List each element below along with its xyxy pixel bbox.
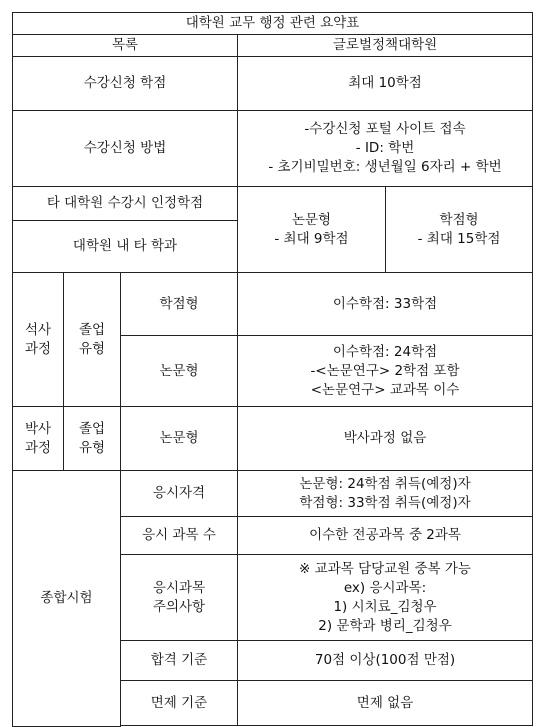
exam-eligibility-value	[238, 471, 533, 517]
other-school-row	[13, 187, 533, 221]
exam-notes-line-4: 2) 문학과 병리_김청우	[318, 617, 452, 634]
exam-exemption-value: 면제 없음	[238, 681, 533, 726]
header-school: 글로벌정책대학원	[238, 35, 533, 57]
doctoral-label-line-1: 박사	[24, 420, 52, 437]
registration-row	[13, 111, 533, 187]
table-title: 대학원 교무 행정 관련 요약표	[13, 13, 533, 35]
registration-method	[238, 111, 533, 187]
credit-limit-label: 수강신청 학점	[13, 57, 238, 111]
masters-label-line-1: 석사	[24, 321, 52, 338]
other-credit-coursework-type: 학점형	[439, 211, 479, 228]
masters-type-line-2: 유형	[78, 340, 106, 357]
spacer-cell	[121, 726, 238, 727]
registration-line-3: - 초기비밀번호: 생년월일 6자리 + 학번	[268, 159, 502, 175]
other-credit-coursework	[386, 187, 533, 273]
exam-pass-value: 70점 이상(100점 만점)	[238, 641, 533, 681]
exam-notes-line-2: ex) 응시과목:	[343, 579, 427, 596]
masters-thesis-line-1: 이수학점: 24학점	[332, 343, 438, 360]
other-credit-thesis	[238, 187, 386, 273]
doctoral-thesis-label: 논문형	[121, 407, 238, 471]
credit-limit-value: 최대 10학점	[238, 57, 533, 111]
registration-label: 수강신청 방법	[13, 111, 238, 187]
exam-eligibility-row	[13, 471, 533, 517]
credit-limit-row	[13, 57, 533, 111]
exam-eligibility-line-1: 논문형: 24학점 취득(예정)자	[299, 475, 471, 492]
masters-thesis-line-3: <논문연구> 교과목 이수	[310, 381, 460, 398]
registration-line-2: - ID: 학번	[355, 140, 415, 156]
masters-type-line-1: 졸업	[78, 321, 106, 338]
other-credit-thesis-limit: - 최대 9학점	[274, 230, 349, 247]
exam-exemption-label: 면제 기준	[121, 681, 238, 726]
other-credit-coursework-limit: - 최대 15학점	[417, 230, 501, 247]
masters-thesis-label: 논문형	[121, 336, 238, 407]
exam-eligibility-line-2: 학점형: 33학점 취득(예정)자	[299, 494, 471, 511]
exam-notes-label-line-1: 응시과목	[152, 579, 206, 596]
other-dept-label: 대학원 내 타 학과	[13, 221, 238, 273]
masters-coursework-row	[13, 273, 533, 336]
header-list: 목록	[13, 35, 238, 57]
doctoral-label-line-2: 과정	[24, 439, 52, 456]
exam-pass-label: 합격 기준	[121, 641, 238, 681]
exam-notes-line-3: 1) 시치료_김청우	[333, 598, 437, 615]
registration-line-1: -수강신청 포털 사이트 접속	[304, 121, 466, 137]
header-row	[13, 35, 533, 57]
other-credit-thesis-type: 논문형	[291, 211, 332, 228]
exam-notes-line-1: ※ 교과목 담당교원 중복 가능	[299, 560, 471, 577]
exam-eligibility-label: 응시자격	[121, 471, 238, 517]
doctoral-value: 박사과정 없음	[238, 407, 533, 471]
masters-coursework-value: 이수학점: 33학점	[238, 273, 533, 336]
exam-subjects-label: 응시 과목 수	[121, 517, 238, 555]
masters-label	[13, 273, 64, 407]
exam-subjects-value: 이수한 전공과목 중 2과목	[238, 517, 533, 555]
masters-thesis-value	[238, 336, 533, 407]
masters-thesis-line-2: -<논문연구> 2학점 포함	[310, 362, 460, 379]
comprehensive-exam-label: 종합시험	[13, 471, 121, 727]
title-row	[13, 13, 533, 35]
exam-notes-label	[121, 555, 238, 641]
doctoral-label	[13, 407, 64, 471]
other-school-label: 타 대학원 수강시 인정학점	[13, 187, 238, 221]
exam-notes-value	[238, 555, 533, 641]
masters-type-label	[64, 273, 121, 407]
doctoral-type-line-1: 졸업	[78, 420, 106, 437]
masters-label-line-2: 과정	[24, 340, 52, 357]
summary-table	[12, 12, 533, 727]
doctoral-row	[13, 407, 533, 471]
doctoral-type-line-2: 유형	[78, 439, 106, 456]
doctoral-type-label	[64, 407, 121, 471]
masters-coursework-label: 학점형	[121, 273, 238, 336]
exam-notes-label-line-2: 주의사항	[152, 598, 206, 615]
spacer-cell	[238, 726, 533, 727]
